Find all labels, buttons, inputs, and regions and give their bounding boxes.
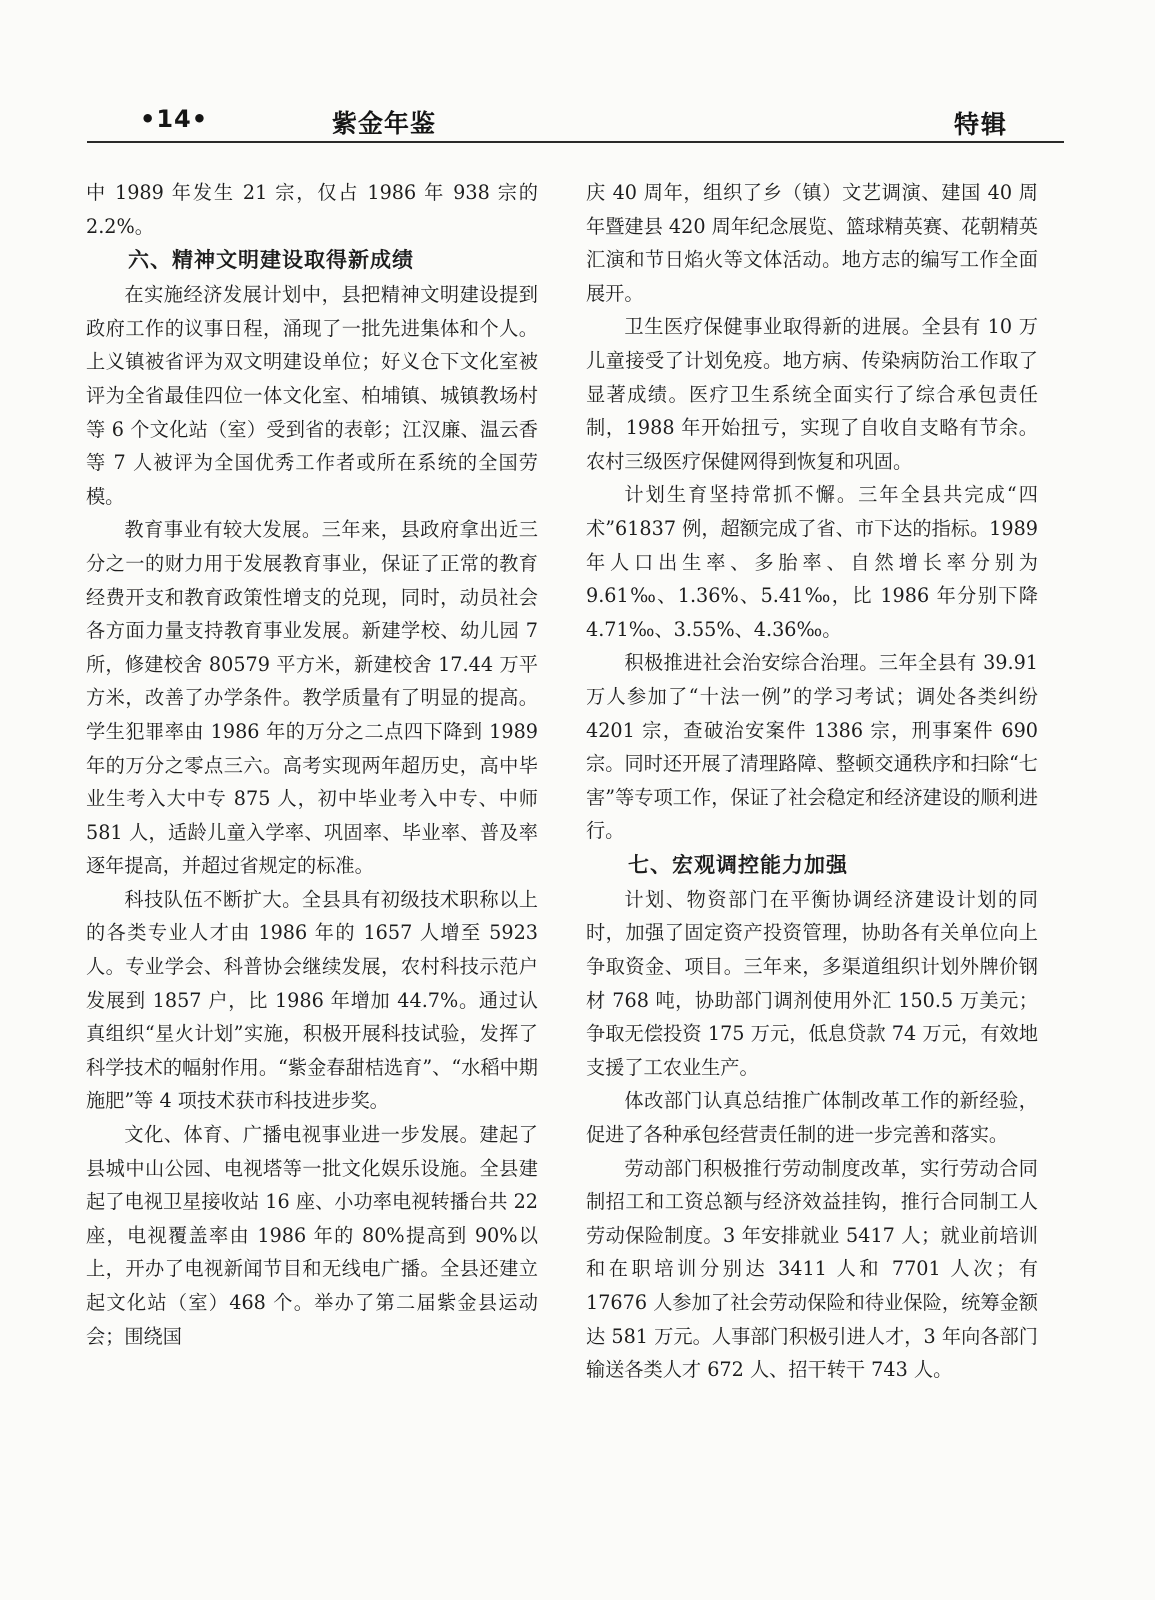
paragraph: 计划、物资部门在平衡协调经济建设计划的同时，加强了固定资产投资管理，协助各有关单位向上争取资金、项目。三年来，多渠道组织计划外牌价钢材 768 吨，协助部门调剂使用外汇 150.5 万美元；争取无偿投资 175 万元，低息贷款 74 万元，有效地支援了工农业生产。 [586,887,1038,1079]
paragraph: 中 1989 年发生 21 宗，仅占 1986 年 938 宗的 2.2%。 [86,181,538,238]
paragraph: 积极推进社会治安综合治理。三年全县有 39.91 万人参加了“十法一例”的学习考试；调处各类纠纷 4201 宗，查破治安案件 1386 宗，刑事案件 690 宗。同时还开展了清理路障、整顿交通秩序和扫除“七害”等专项工作，保证了社会稳定和经济建设的顺利进行。 [586,651,1038,843]
paragraph: 文化、体育、广播电视事业进一步发展。建起了县城中山公园、电视塔等一批文化娱乐设施。全县建起了电视卫星接收站 16 座、小功率电视转播台共 22 座，电视覆盖率由 1986 年的 80%提高到 90%以上，开办了电视新闻节目和无线电广播。全县还建立起文化站（室）468 个。举办了第二届紫金县运动会；围绕国 [86,1123,538,1348]
page-header [92,101,1062,141]
paragraph: 卫生医疗保健事业取得新的进展。全县有 10 万儿童接受了计划免疫。地方病、传染病防治工作取了显著成绩。医疗卫生系统全面实行了综合承包责任制，1988 年开始扭亏，实现了自收自支略有节余。农村三级医疗保健网得到恢复和巩固。 [586,315,1038,473]
paragraph: 科技队伍不断扩大。全县具有初级技术职称以上的各类专业人才由 1986 年的 1657 人增至 5923 人。专业学会、科普协会继续发展，农村科技示范户发展到 1857 户，比 1986 年增加 44.7%。通过认真组织“星火计划”实施，积极开展科技试验，发挥了科学技术的幅射作用。“紫金春甜桔选育”、“水稻中期施肥”等 4 项技术获市科技进步奖。 [86,887,538,1113]
section-heading: 七、宏观调控能力加强 [628,852,848,877]
section-title: 特辑 [953,110,1008,139]
right-column [586,176,1038,1387]
paragraph: 教育事业有较大发展。三年来，县政府拿出近三分之一的财力用于发展教育事业，保证了正常的教育经费开支和教育政策性增支的兑现，同时，动员社会各方面力量支持教育事业发展。新建学校、幼儿园 7 所，修建校舍 80579 平方米，新建校舍 17.44 万平方米，改善了办学条件。教学质量有了明显的提高。学生犯罪率由 1986 年的万分之二点四下降到 1989 年的万分之零点三六。高考实现两年超历史，高中毕业生考入大中专 875 人，初中毕业考入中专、中师 581 人，适龄儿童入学率、巩固率、毕业率、普及率逐年提高，并超过省规定的标准。 [86,518,538,878]
paragraph: 体改部门认真总结推广体制改革工作的新经验，促进了各种承包经营责任制的进一步完善和落实。 [586,1089,1038,1147]
paragraph: 劳动部门积极推行劳动制度改革，实行劳动合同制招工和工资总额与经济效益挂钩，推行合同制工人劳动保险制度。3 年安排就业 5417 人；就业前培训和在职培训分别达 3411 人和 7701 人次；有 17676 人参加了社会劳动保险和待业保险，统筹金额达 581 万元。人事部门积极引进人才，3 年向各部门输送各类人才 672 人、招干转干 743 人。 [586,1156,1038,1382]
paragraph: 计划生育坚持常抓不懈。三年全县共完成“四术”61837 例，超额完成了省、市下达的指标。1989 年人口出生率、多胎率、自然增长率分别为 9.61‰、1.36%、5.41‰，比 1986 年分别下降 4.71‰、3.55%、4.36‰。 [586,483,1038,641]
section-heading: 六、精神文明建设取得新成绩 [128,248,414,273]
book-title: 紫金年鉴 [332,109,437,138]
paragraph: 庆 40 周年，组织了乡（镇）文艺调演、建国 40 周年暨建县 420 周年纪念展览、篮球精英赛、花朝精英汇演和节日焰火等文体活动。地方志的编写工作全面展开。 [586,181,1038,305]
paragraph: 在实施经济发展计划中，县把精神文明建设提到政府工作的议事日程，涌现了一批先进集体和个人。上义镇被省评为双文明建设单位；好义仓下文化室被评为全省最佳四位一体文化室、柏埔镇、城镇教场村等 6 个文化站（室）受到省的表彰；江汉廉、温云香等 7 人被评为全国优秀工作者或所在系统的全国劳模。 [86,283,538,508]
left-column [86,176,538,1353]
page-number: •14• [140,105,209,133]
header-rule [87,141,1064,143]
